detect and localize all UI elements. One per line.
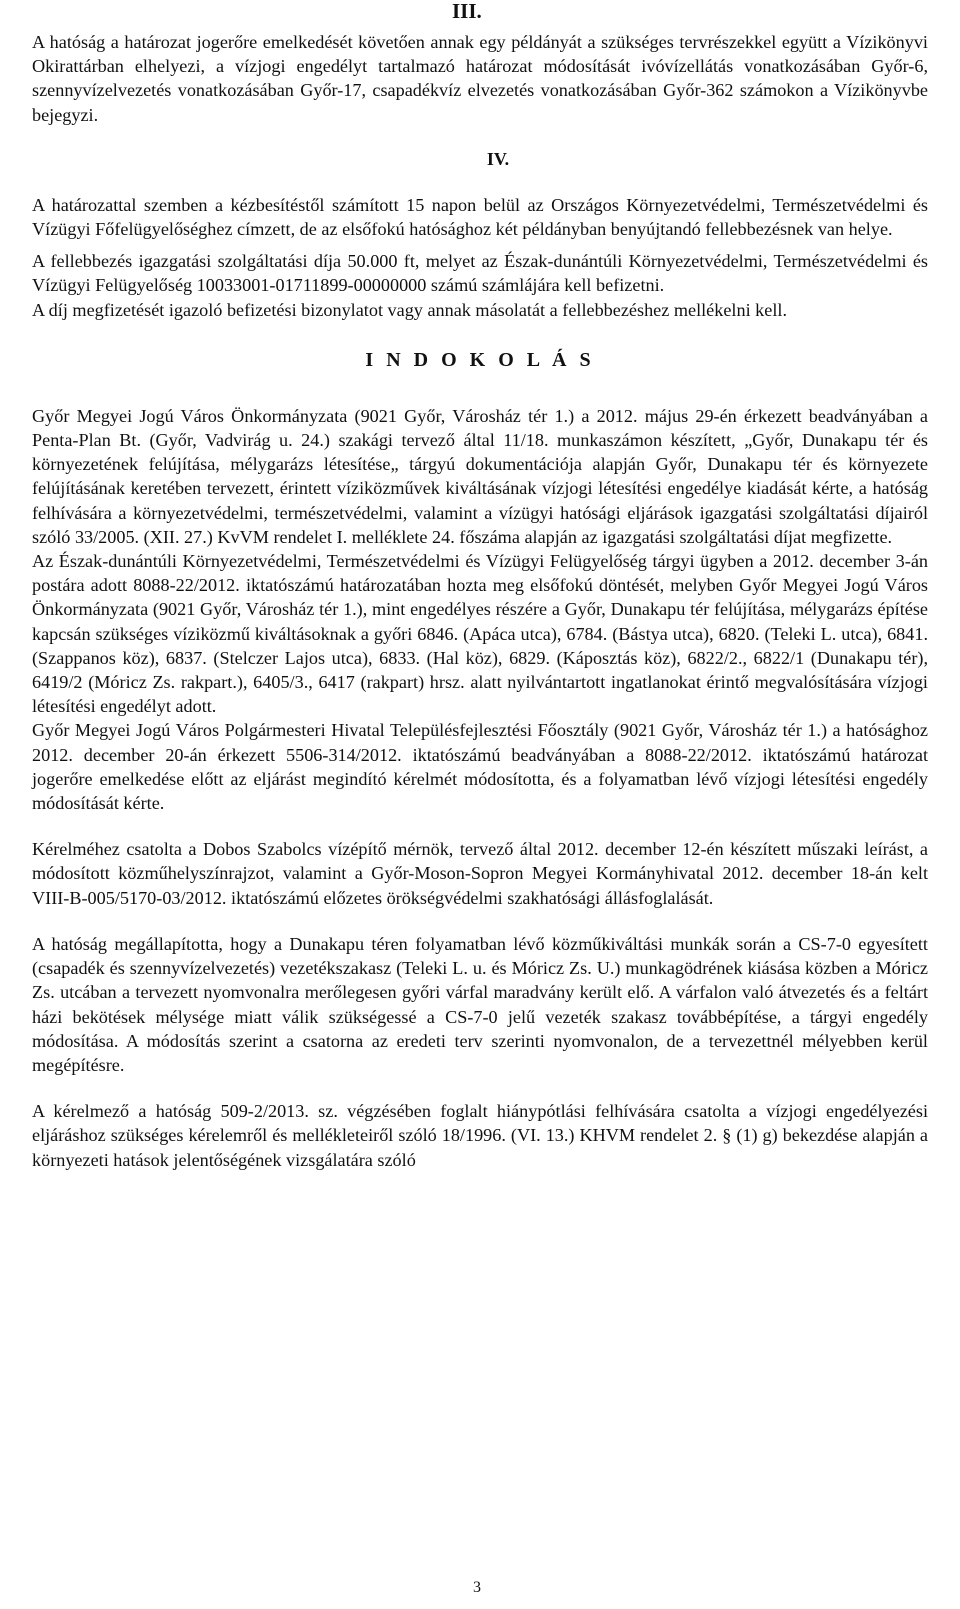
justification-paragraph-5: A hatóság megállapította, hogy a Dunakapu téren folyamatban lévő közműkiváltási munkák során a CS-7-0 egyesített (csapadék és szennyvízelvezetés) vezetékszakasz (Teleki L. u. és Móricz Zs. U.) munkagödrének kiásása közben a Móricz Zs. utcában a tervezett nyomvonalra merőlegesen győri várfal maradvány került elő. A várfalon való átvezetés és a feltárt házi bekötések mélysége miatt válik szükségessé a CS-7-0 jelű vezeték szakasz továbbépítése, a tárgyi engedély módosítása. A módosítás szerint a csatorna az eredeti terv szerinti nyomvonalon, de a tervezettnél mélyebben kerül megépítésre. bbox=[32, 933, 928, 1075]
indoklas-heading: I N D O K O L Á S bbox=[365, 348, 595, 371]
page-number: 3 bbox=[473, 1579, 481, 1596]
document-page bbox=[32, 0, 928, 1609]
appeal-fee-paragraph: A fellebbezés igazgatási szolgáltatási díja 50.000 ft, melyet az Észak-dunántúli Környezetvédelmi, Természetvédelmi és Vízügyi Felügyelőség 10033001-01711899-00000000 számú számlájára kell befizetni. bbox=[32, 251, 928, 296]
section-iii-heading: III. bbox=[452, 0, 482, 23]
section-iv-heading: IV. bbox=[486, 148, 510, 169]
justification-paragraph-3: Győr Megyei Jogú Város Polgármesteri Hivatal Településfejlesztési Főosztály (9021 Győr, Városház tér 1.) a hatósághoz 2012. december 20-án érkezett 5506-314/2012. iktatószámú beadványában a 8088-22/2012. iktatószámú határozat jogerőre emelkedése előtt az eljárást megindító kérelmét módosította, és a folyamatban lévő vízjogi létesítési engedély módosítását kérte. bbox=[32, 720, 928, 814]
document-body bbox=[32, 30, 928, 1172]
justification-paragraph-6: A kérelmező a hatóság 509-2/2013. sz. végzésében foglalt hiánypótlási felhívására csatolta a vízjogi engedélyezési eljáráshoz szükséges kérelemről és mellékleteiről szóló 18/1996. (VI. 13.) KHVM rendelet 2. § (1) g) bekezdése alapján a környezeti hatások jelentőségének vizsgálatára szóló bbox=[32, 1101, 928, 1170]
justification-paragraph-1: Győr Megyei Jogú Város Önkormányzata (9021 Győr, Városház tér 1.) a 2012. május 29-én érkezett beadványában a Penta-Plan Bt. (Győr, Vadvirág u. 24.) szakági tervező által 11/18. munkaszámon készített, „Győr, Dunakapu tér és környezetének felújítása, mélygarázs létesítése„ tárgyú dokumentációja alapján Győr, Dunakapu tér és környezete felújításának keretében tervezett, érintett víziközművek kiváltásának vízjogi létesítési engedélye kiadását kérte, a hatóság felhívására a környezetvédelmi, természetvédelmi, valamint a vízügyi hatósági eljárások igazgatási szolgáltatási díjairól szóló 33/2005. (XII. 27.) KvVM rendelet I. melléklete 24. főszáma alapján az igazgatási szolgáltatási díjat megfizette. bbox=[32, 405, 928, 547]
justification-paragraph-4: Kérelméhez csatolta a Dobos Szabolcs vízépítő mérnök, tervező által 2012. december 12-én készített műszaki leírást, a módosított közműhelyszínrajzot, valamint a Győr-Moson-Sopron Megyei Kormányhivatal 2012. december 18-án kelt VIII-B-005/5170-03/2012. iktatószámú előzetes örökségvédelmi szakhatósági állásfoglalását. bbox=[32, 839, 928, 908]
fee-proof-paragraph: A díj megfizetését igazoló befizetési bizonylatot vagy annak másolatát a fellebbezéshez mellékelni kell. bbox=[32, 299, 787, 320]
section-iii-paragraph: A hatóság a határozat jogerőre emelkedését követően annak egy példányát a szükséges tervrészekkel együtt a Vízikönyvi Okirattárban elhelyezi, a vízjogi engedélyt tartalmazó határozat módosítását ivóvízellátás vonatkozásában Győr-6, szennyvízelvezetés vonatkozásában Győr-17, csapadékvíz elvezetés vonatkozásában Győr-362 számokon a Vízikönyvbe bejegyzi. bbox=[32, 32, 928, 125]
appeal-paragraph: A határozattal szemben a kézbesítéstől számított 15 napon belül az Országos Környezetvédelmi, Természetvédelmi és Vízügyi Főfelügyelőséghez címzett, de az elsőfokú hatósághoz két példányban benyújtandó fellebbezésnek van helye. bbox=[32, 194, 928, 240]
justification-paragraph-2: Az Észak-dunántúli Környezetvédelmi, Természetvédelmi és Vízügyi Felügyelőség tárgyi ügyben a 2012. december 3-án postára adott 8088-22/2012. iktatószámú határozatában hozta meg elsőfokú döntését, melyben Győr Megyei Jogú Város Önkormányzata (9021 Győr, Városház tér 1.), mint engedélyes részére a Győr, Dunakapu tér felújítása, mélygarázs építése kapcsán szükséges víziközmű kiváltásoknak a győri 6846. (Apáca utca), 6784. (Bástya utca), 6820. (Teleki L. utca), 6841. (Szappanos köz), 6837. (Stelczer Lajos utca), 6833. (Hal köz), 6829. (Káposztás köz), 6822/2., 6822/1 (Dunakapu tér), 6419/2 (Móricz Zs. rakpart.), 6405/3., 6417 (rakpart) hrsz. alatt nyilvántartott ingatlanokat érintő megvalósítására vízjogi létesítési engedélyt adott. bbox=[32, 551, 928, 717]
